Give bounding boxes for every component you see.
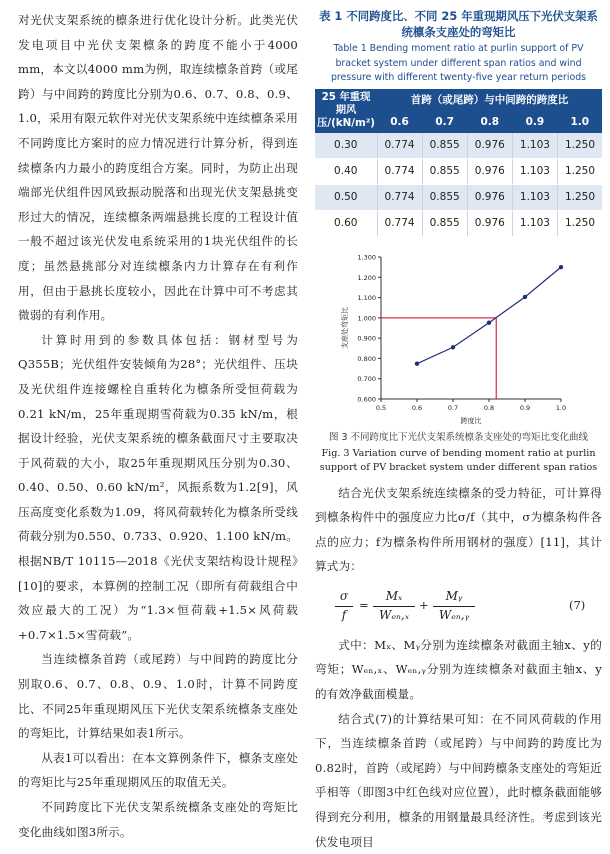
table-cell: 1.250 [558, 184, 603, 210]
data-point [523, 294, 527, 298]
table-cell: 0.855 [422, 133, 467, 159]
body-paragraph-2: 计算时用到的参数具体包括：钢材型号为Q355B；光伏组件安装倾角为28°；光伏组件、压块及光伏组件连接螺栓自重转化为檩条所受恒荷载为0.21 kN/m，25年重现期雪荷载为0.35 kN/m，根据设计经验，光伏支架系统的檩条截面尺寸主要取决于风荷载的大小，取25年重现期风压分别为0.30、0.40、0.50、0.60 kN/m²，风振系数为1.2[9]，风压高度变化系数为1.09，将风荷载转化为檩条所受线荷载分别为0.550、0.733、0.920、1.100 kN/m。根据NB/T 10115—2018《光伏支架结构设计规程》[10]的要求，本算例的控制工况（即所有荷载组合中效应最大的工况）为“1.3×恒荷载+1.5×风荷载+0.7×1.5×雪荷载”。 [18, 332, 298, 642]
table-header-ratio: 0.7 [422, 111, 467, 133]
table-cell: 1.250 [558, 158, 603, 184]
x-tick-label: 0.7 [447, 403, 459, 412]
formula-plus: + [419, 597, 429, 612]
formula-t1-num: Mₓ [385, 588, 403, 603]
x-tick-label: 0.8 [483, 403, 495, 412]
right-column [315, 8, 602, 854]
table-header-ratio: 0.6 [377, 111, 422, 133]
table-header-ratio: 0.9 [512, 111, 557, 133]
body-paragraph-8: 结合式(7)的计算结果可知：在不同风荷载的作用下，当连续檩条首跨（或尾跨）与中间跨的跨度比为0.82时，首跨（或尾跨）与中间跨檩条支座处的弯矩近乎相等（即图3中红色线对应位置），此时檩条截面能够得到充分利用，檩条的用钢量最具经济性。考虑到该光伏发电项目 [315, 711, 602, 849]
body-paragraph-1: 对光伏支架系统的檩条进行优化设计分析。此类光伏发电项目中光伏支架檩条的跨度不能小于4000 mm，本文以4000 mm为例，取连续檩条首跨（或尾跨）与中间跨的跨度比分别为0.6、0.7、0.8、0.9、1.0，采用有限元软件对光伏支架系统中连续檩条采用不同跨度比方案时的应力情况进行计算分析，得到连续檩条内力最小的跨度组合方案。同时，为防止出现端部光伏组件因风致振动脱落和出现光伏支架悬挑变形过大的情况，连续檩条两端悬挑长度的工程设计值一般不超过该光伏发电系统采用的1块光伏组件的长度；虽然悬挑部分对连续檩条内力计算存在有利作用，但由于悬挑长度较小，因此在计算中可不考虑其微弱的有利作用。 [18, 13, 298, 323]
x-tick-label: 1.0 [555, 403, 567, 412]
body-paragraph-4: 从表1可以看出：在本文算例条件下，檩条支座处的弯矩比与25年重现期风压的取值无关。 [18, 750, 298, 790]
table-title: 表 1 不同跨度比、不同 25 年重现期风压下光伏支架系统檩条支座处的弯矩比 [319, 9, 598, 39]
formula-7 [315, 585, 602, 635]
table-header-ratio: 1.0 [558, 111, 603, 133]
table-cell: 0.40 [315, 158, 377, 184]
table-cell: 0.774 [377, 158, 422, 184]
formula-number: (7) [569, 597, 586, 612]
body-paragraph-5: 不同跨度比下光伏支架系统檩条支座处的弯矩比变化曲线如图3所示。 [18, 800, 298, 839]
table-title-en: Table 1 Bending moment ratio at purlin support of PV bracket system under different span ratios and wind pressure with different twenty-five year return periods [330, 43, 587, 83]
y-tick-label: 1.300 [357, 253, 376, 261]
body-paragraph-7: 式中：Mₓ、Mᵧ分别为连续檩条对截面主轴x、y的弯矩；Wₑₙ,ₓ、Wₑₙ,ᵧ分别为连续檩条对截面主轴x、y的有效净截面模量。 [315, 637, 602, 702]
y-tick-label: 0.900 [357, 334, 376, 343]
table-cell: 0.774 [377, 133, 422, 159]
table-cell: 0.30 [315, 133, 377, 159]
data-point [487, 320, 491, 324]
table-cell: 0.855 [422, 158, 467, 184]
table-row [315, 158, 602, 184]
left-column [18, 8, 298, 844]
table-cell: 0.50 [315, 184, 377, 210]
table-row [315, 210, 602, 236]
formula-lhs-num: σ [339, 588, 349, 603]
x-tick-label: 0.5 [375, 403, 387, 412]
figure-caption-zh: 图 3 不同跨度比下光伏支架系统檩条支座处的弯矩比变化曲线 [328, 431, 589, 443]
body-paragraph-3: 当连续檩条首跨（或尾跨）与中间跨的跨度比分别取0.6、0.7、0.8、0.9、1.0时，计算不同跨度比、不同25年重现期风压下光伏支架系统檩条支座处的弯矩比，计算结果如表1所示。 [18, 652, 298, 741]
table-cell: 0.774 [377, 184, 422, 210]
table-cell: 1.250 [558, 133, 603, 159]
formula-lhs-den: f [341, 607, 347, 622]
table-cell: 1.103 [512, 158, 557, 184]
y-tick-label: 1.000 [357, 313, 376, 322]
y-tick-label: 0.800 [357, 354, 376, 363]
y-axis-label: 支座处弯矩比 [341, 306, 349, 349]
table-cell: 0.976 [467, 184, 512, 210]
x-tick-label: 0.6 [411, 403, 423, 412]
y-tick-label: 0.700 [357, 374, 376, 383]
body-paragraph-6: 结合光伏支架系统连续檩条的受力特征，可计算得到檩条构件中的强度应力比σ/f（其中，σ为檩条构件各点的应力；f为檩条构件所用钢材的强度）[11]，其计算式为： [315, 485, 602, 574]
table-cell: 1.250 [558, 210, 603, 236]
table-cell: 0.774 [377, 210, 422, 236]
y-tick-label: 1.200 [357, 273, 376, 282]
table-row [315, 184, 602, 210]
table-cell: 0.976 [467, 158, 512, 184]
table-header-ratio: 0.8 [467, 111, 512, 133]
formula-t1-den: Wₑₙ,ₓ [379, 607, 409, 622]
data-point [415, 361, 419, 365]
formula-equals: = [359, 597, 369, 612]
table-cell: 1.103 [512, 133, 557, 159]
x-axis-label: 跨度比 [460, 416, 482, 425]
table-cell: 0.976 [467, 133, 512, 159]
x-tick-label: 0.9 [519, 403, 531, 412]
line-chart [315, 247, 602, 427]
data-point [559, 264, 563, 268]
table-cell: 0.855 [422, 210, 467, 236]
table-cell: 0.855 [422, 184, 467, 210]
series-line [417, 267, 561, 364]
formula-t2-den: Wₑₙ,ᵧ [438, 607, 470, 622]
figure-caption-en: Fig. 3 Variation curve of bending moment ratio at purlin support of PV bracket system under different span ratios [319, 447, 598, 473]
table-cell: 0.60 [315, 210, 377, 236]
table-cell: 1.103 [512, 184, 557, 210]
y-tick-label: 0.600 [357, 395, 376, 403]
table-cell: 0.976 [467, 210, 512, 236]
table-header-wind: 25 年重现期风压/(kN/m²) [315, 89, 377, 133]
table-header-ratio-group: 首跨（或尾跨）与中间跨的跨度比 [377, 89, 602, 111]
moment-ratio-table [315, 89, 602, 237]
figure-3-chart [315, 247, 602, 427]
y-tick-label: 1.100 [357, 293, 376, 302]
table-row [315, 133, 602, 159]
table-cell: 1.103 [512, 210, 557, 236]
formula-t2-num: Mᵧ [445, 588, 463, 603]
data-point [451, 345, 455, 349]
